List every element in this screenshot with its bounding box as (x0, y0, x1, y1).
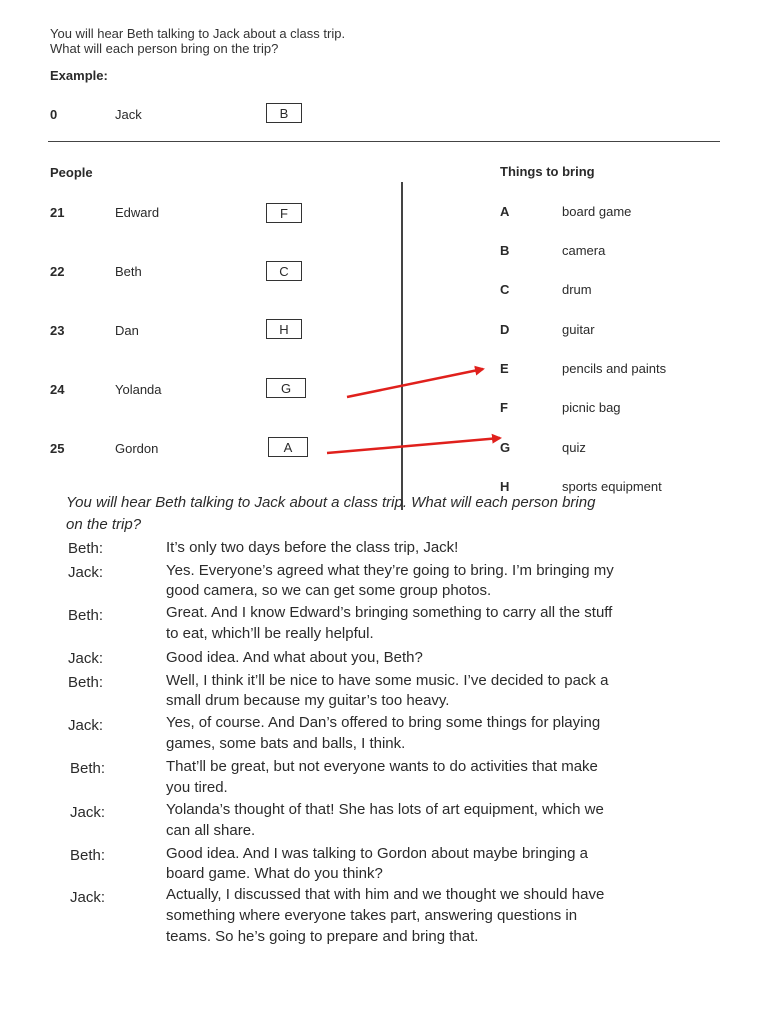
dialogue-line: Yes. Everyone’s agreed what they’re going to bring. I’m bringing my (166, 562, 614, 579)
transcript-question-line-2: on the trip? (66, 516, 142, 533)
dialogue-line: Good idea. And what about you, Beth? (166, 649, 423, 666)
speaker-label: Beth: (68, 674, 104, 691)
thing-letter-c: C (500, 282, 510, 297)
thing-letter-e: E (500, 361, 509, 376)
answer-box-23[interactable]: H (266, 319, 302, 339)
thing-text-f: picnic bag (562, 400, 621, 415)
person-number-24: 24 (50, 382, 65, 397)
answer-box-25[interactable]: A (268, 437, 308, 457)
dialogue-line: Well, I think it’ll be nice to have some music. I’ve decided to pack a (166, 672, 609, 689)
thing-letter-g: G (500, 440, 511, 455)
answer-box-22[interactable]: C (266, 261, 302, 281)
speaker-label: Beth: (70, 760, 106, 777)
dialogue-line: to eat, which’ll be really helpful. (166, 625, 374, 642)
thing-text-b: camera (562, 243, 606, 258)
dialogue-line: you tired. (166, 779, 228, 796)
speaker-label: Jack: (70, 804, 106, 821)
person-number-23: 23 (50, 323, 65, 338)
thing-text-h: sports equipment (562, 479, 662, 494)
thing-letter-d: D (500, 322, 510, 337)
dialogue-line: games, some bats and balls, I think. (166, 735, 406, 752)
person-number-25: 25 (50, 441, 65, 456)
instruction-line-1: You will hear Beth talking to Jack about a class trip. (50, 26, 346, 41)
transcript-question-line-1: You will hear Beth talking to Jack about a class trip. What will each person bring (66, 494, 596, 511)
thing-text-g: quiz (562, 440, 586, 455)
thing-text-d: guitar (562, 322, 595, 337)
answer-box-24[interactable]: G (266, 378, 306, 398)
thing-text-c: drum (562, 282, 592, 297)
instruction-line-2: What will each person bring on the trip? (50, 41, 279, 56)
person-name-beth: Beth (115, 264, 142, 279)
person-name-yolanda: Yolanda (115, 382, 162, 397)
answer-box-21[interactable]: F (266, 203, 302, 223)
speaker-label: Beth: (70, 847, 106, 864)
thing-letter-h: H (500, 479, 510, 494)
speaker-label: Jack: (70, 889, 106, 906)
example-number: 0 (50, 107, 58, 122)
people-heading: People (50, 165, 93, 180)
speaker-label: Jack: (68, 564, 104, 581)
dialogue-line: That’ll be great, but not everyone wants to do activities that make (166, 758, 598, 775)
dialogue-line: Yes, of course. And Dan’s offered to bring some things for playing (166, 714, 601, 731)
speaker-label: Jack: (68, 717, 104, 734)
speaker-label: Jack: (68, 650, 104, 667)
thing-text-a: board game (562, 204, 632, 219)
dialogue-line: board game. What do you think? (166, 865, 383, 882)
person-name-dan: Dan (115, 323, 139, 338)
example-answer-box: B (266, 103, 302, 123)
speaker-label: Beth: (68, 607, 104, 624)
dialogue-line: Actually, I discussed that with him and we thought we should have (166, 886, 605, 903)
dialogue-line: It’s only two days before the class trip, Jack! (166, 539, 459, 556)
dialogue-line: Yolanda’s thought of that! She has lots of art equipment, which we (166, 801, 604, 818)
example-heading: Example: (50, 68, 108, 83)
dialogue-line: good camera, so we can get some group photos. (166, 582, 492, 599)
arrow-yolanda-to-e (347, 369, 483, 397)
things-heading: Things to bring (500, 164, 595, 179)
thing-text-e: pencils and paints (562, 361, 667, 376)
arrow-gordon-to-g (327, 438, 500, 453)
person-name-gordon: Gordon (115, 441, 159, 456)
dialogue-line: teams. So he’s going to prepare and bring that. (166, 928, 479, 945)
thing-letter-b: B (500, 243, 510, 258)
dialogue-line: small drum because my guitar’s too heavy. (166, 692, 450, 709)
thing-letter-a: A (500, 204, 510, 219)
person-number-22: 22 (50, 264, 65, 279)
speaker-label: Beth: (68, 540, 104, 557)
dialogue-line: can all share. (166, 822, 256, 839)
dialogue-line: something where everyone takes part, answering questions in (166, 907, 578, 924)
thing-letter-f: F (500, 400, 508, 415)
example-name: Jack (115, 107, 142, 122)
person-name-edward: Edward (115, 205, 160, 220)
dialogue-line: Great. And I know Edward’s bringing something to carry all the stuff (166, 604, 613, 621)
dialogue-line: Good idea. And I was talking to Gordon about maybe bringing a (166, 845, 588, 862)
person-number-21: 21 (50, 205, 65, 220)
